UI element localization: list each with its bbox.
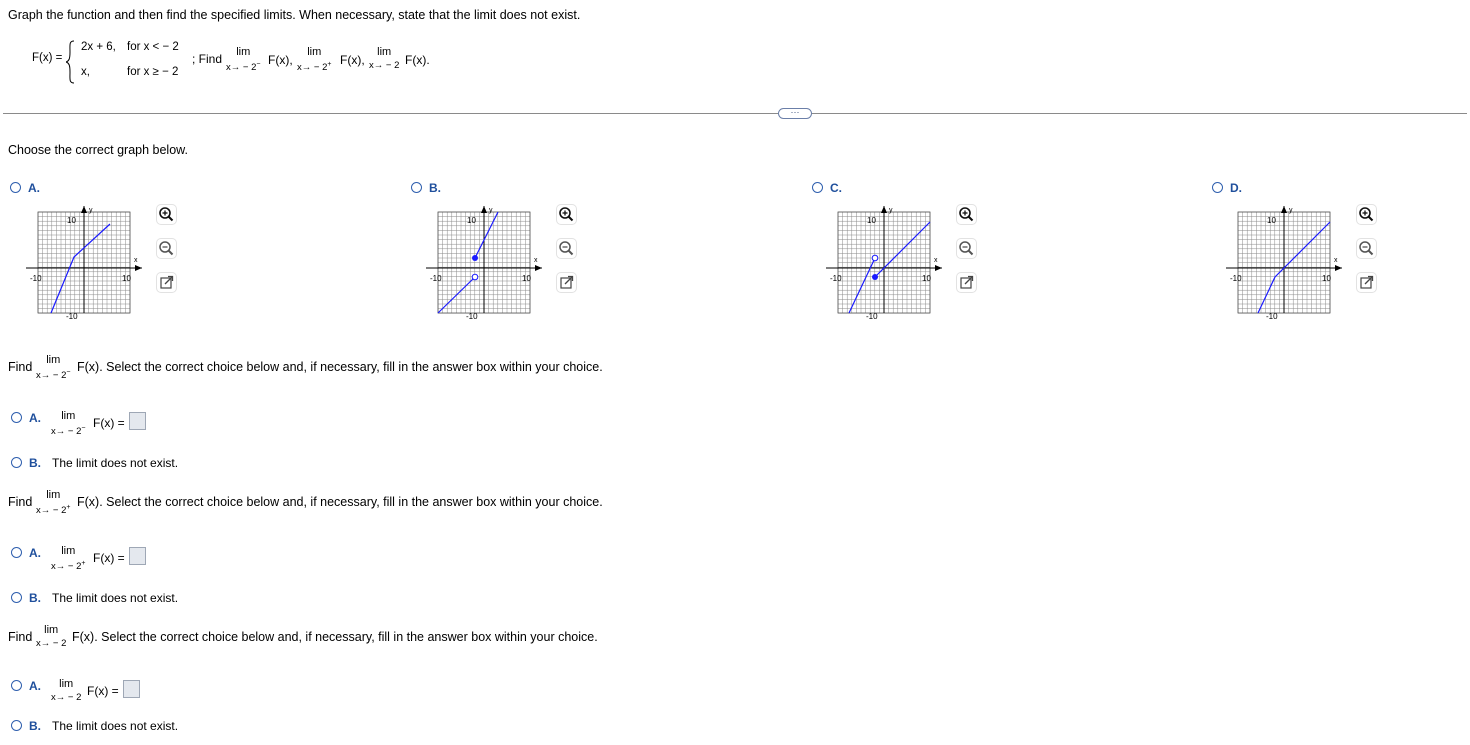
q3-answer-box[interactable] [123,680,140,698]
q3-choice-b-text: The limit does not exist. [52,719,179,733]
q1-answer-box[interactable] [129,412,146,430]
tick-neg: -10 [830,274,842,283]
zoom-out-icon [957,239,976,258]
question-3-limit: lim x→ − 2 [36,624,67,649]
lim-word: lim [307,46,322,58]
open-external-icon [557,273,576,292]
question-1-limit: lim x→ − 2− [36,354,71,382]
piece2-expression: x, [81,66,90,78]
zoom-out-icon [157,239,176,258]
open-external-icon [957,273,976,292]
graph-option-b-letter: B. [429,181,441,195]
y-axis-arrow [481,206,487,213]
more-button[interactable]: ··· [778,108,812,119]
question-3-find: Find [8,630,33,644]
graph-option-b[interactable] [422,202,552,332]
graph-option-a-letter: A. [28,181,40,195]
q1-choice-b-radio[interactable] [11,457,22,468]
tick-bottom: -10 [1266,312,1278,321]
q2-choice-a-radio[interactable] [11,547,22,558]
axis-x-label: x [534,257,538,264]
q1-choice-a-fx: F(x) = [93,416,125,430]
q3-choice-a-limit: lim x→ − 2 [51,678,82,703]
lim-subscript: x→ − 2+ [297,61,332,74]
limit-left [226,47,260,73]
section-divider [3,113,1467,114]
axis-x-label: x [134,257,138,264]
open-dot [872,255,878,261]
q2-choice-a-fx: F(x) = [93,551,125,565]
axis-y-label: y [1289,207,1293,214]
graph-option-c-letter: C. [830,181,842,195]
tick-top: 10 [1267,216,1276,225]
zoom-out-button[interactable] [957,239,976,258]
q2-choice-b-radio[interactable] [11,592,22,603]
piece1-condition: for x < − 2 [127,41,179,53]
x-axis-arrow [1335,265,1342,271]
q2-answer-box[interactable] [129,547,146,565]
zoom-out-icon [557,239,576,258]
tick-pos: 10 [122,274,131,283]
lim-word: lim [236,46,251,58]
lim-two-sided-fx: F(x). [405,53,430,67]
q3-choice-b-radio[interactable] [11,720,22,731]
question-2-find: Find [8,495,33,509]
axis-x-label: x [1334,257,1338,264]
axis-y-label: y [89,207,93,214]
q3-choice-a-fx: F(x) = [87,684,119,698]
graph-option-b-radio[interactable] [411,182,422,193]
zoom-in-icon [957,205,976,224]
graph-option-c[interactable] [822,202,952,332]
open-external-icon [1357,273,1376,292]
q3-choice-a-letter: A. [29,679,41,693]
q1-choice-b-letter: B. [29,456,41,470]
zoom-out-button[interactable] [157,239,176,258]
lim-subscript: x→ − 2 [369,60,400,71]
closed-dot [472,255,478,261]
open-external-button[interactable] [957,273,976,292]
question-2-text: F(x). Select the correct choice below and, if necessary, fill in the answer box within your choice. [77,495,603,509]
tick-neg: -10 [1230,274,1242,283]
tick-pos: 10 [1322,274,1331,283]
graph-option-d-letter: D. [1230,181,1242,195]
q2-choice-b-letter: B. [29,591,41,605]
zoom-in-button[interactable] [957,205,976,224]
q1-choice-a-radio[interactable] [11,412,22,423]
tick-neg: -10 [30,274,42,283]
q3-choice-b-letter: B. [29,719,41,733]
tick-bottom: -10 [66,312,78,321]
graph-option-a-radio[interactable] [10,182,21,193]
instructions: Graph the function and then find the specified limits. When necessary, state that the limit does not exist. [8,8,581,22]
limit-two-sided [369,47,399,71]
axis-x-label: x [934,257,938,264]
axis-y-label: y [489,207,493,214]
tick-bottom: -10 [466,312,478,321]
closed-dot [872,274,878,280]
y-axis-arrow [1281,206,1287,213]
q3-choice-a-radio[interactable] [11,680,22,691]
y-axis-arrow [881,206,887,213]
function-name: F(x) = [32,52,63,64]
piece2-condition: for x ≥ − 2 [127,66,179,78]
zoom-out-icon [1357,239,1376,258]
question-3-text: F(x). Select the correct choice below and, if necessary, fill in the answer box within your choice. [72,630,598,644]
zoom-in-icon [1357,205,1376,224]
zoom-out-button[interactable] [557,239,576,258]
open-dot [472,274,478,280]
lim-subscript: x→ − 2− [226,61,261,74]
tick-pos: 10 [922,274,931,283]
q2-choice-b-text: The limit does not exist. [52,591,179,605]
open-external-button[interactable] [157,273,176,292]
graph-option-a[interactable] [22,202,152,332]
open-external-button[interactable] [1357,273,1376,292]
x-axis-arrow [135,265,142,271]
tick-top: 10 [67,216,76,225]
graph-option-d[interactable] [1222,202,1352,332]
q1-choice-a-letter: A. [29,411,41,425]
lim-word: lim [377,46,392,58]
q1-choice-a-limit: lim x→ − 2− [51,410,86,438]
tick-bottom: -10 [866,312,878,321]
axis-y-label: y [889,207,893,214]
zoom-out-button[interactable] [1357,239,1376,258]
question-1-text: F(x). Select the correct choice below and, if necessary, fill in the answer box within your choice. [77,360,603,374]
graph-option-d-radio[interactable] [1212,182,1223,193]
graph-option-c-radio[interactable] [812,182,823,193]
tick-neg: -10 [430,274,442,283]
q1-choice-b-text: The limit does not exist. [52,456,179,470]
lim-right-fx: F(x), [340,53,365,67]
question-2-limit: lim x→ − 2+ [36,489,71,517]
q2-choice-a-letter: A. [29,546,41,560]
find-label: ; Find [192,52,223,66]
tick-top: 10 [467,216,476,225]
question-1-find: Find [8,360,33,374]
x-axis-arrow [535,265,542,271]
zoom-in-icon [557,205,576,224]
zoom-in-button[interactable] [557,205,576,224]
q2-choice-a-limit: lim x→ − 2+ [51,545,86,573]
tick-top: 10 [867,216,876,225]
graph-prompt: Choose the correct graph below. [8,143,188,157]
lim-left-fx: F(x), [268,53,293,67]
y-axis-arrow [81,206,87,213]
limit-right [297,47,331,73]
open-external-button[interactable] [557,273,576,292]
piece1-expression: 2x + 6, [81,41,116,53]
x-axis-arrow [935,265,942,271]
zoom-in-icon [157,205,176,224]
tick-pos: 10 [522,274,531,283]
zoom-in-button[interactable] [157,205,176,224]
piecewise-brace [66,40,75,84]
zoom-in-button[interactable] [1357,205,1376,224]
open-external-icon [157,273,176,292]
